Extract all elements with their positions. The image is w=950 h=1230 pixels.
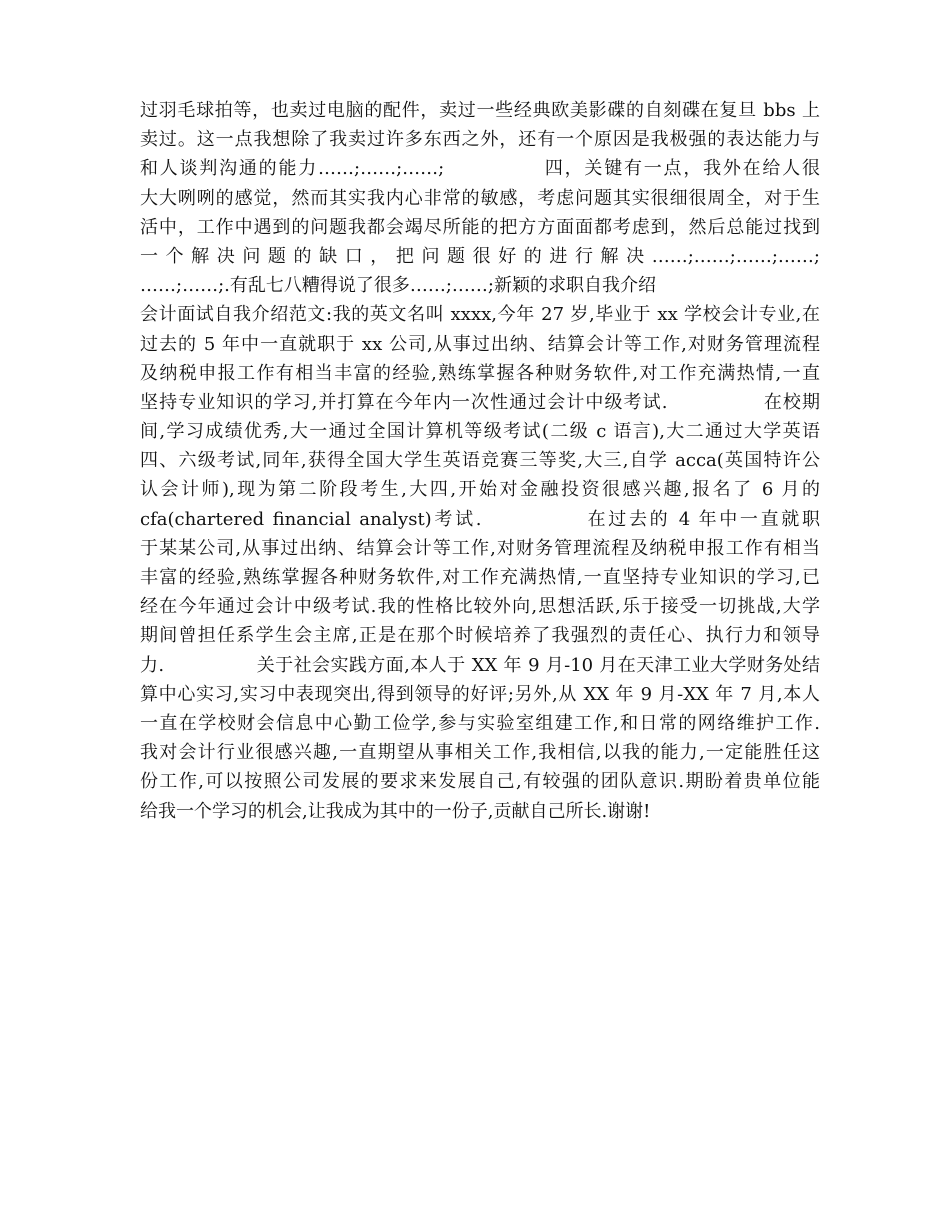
text-line: 期间曾担任系学生会主席,正是在那个时候培养了我强烈的责任心、执行力和领导 — [140, 625, 820, 647]
document-body — [140, 96, 820, 826]
text-line: 算中心实习,实习中表现突出,得到领导的好评;另外,从 XX 年 9 月-XX 年 7 月,本人 — [140, 683, 820, 705]
text-line: 卖过。这一点我想除了我卖过许多东西之外，还有一个原因是我极强的表达能力与 — [140, 129, 820, 151]
text-line: ……;……;.有乱七八糟得说了很多……;……;新颖的求职自我介绍 — [140, 275, 656, 297]
text-line: 经在今年通过会计中级考试.我的性格比较外向,思想活跃,乐于接受一切挑战,大学 — [140, 596, 820, 618]
text-line: cfa(chartered financial analyst)考试. 在过去的 4 年中一直就职 — [140, 508, 820, 530]
text-line: 坚持专业知识的学习,并打算在今年内一次性通过会计中级考试. 在校期 — [140, 391, 820, 413]
text-line: 力. 关于社会实践方面,本人于 XX 年 9 月-10 月在天津工业大学财务处结 — [140, 654, 820, 676]
text-line: 和人谈判沟通的能力……;……;……; 四，关键有一点，我外在给人很 — [140, 158, 820, 180]
text-line: 丰富的经验,熟练掌握各种财务软件,对工作充满热情,一直坚持专业知识的学习,已 — [140, 567, 820, 588]
text-line: 过羽毛球拍等，也卖过电脑的配件，卖过一些经典欧美影碟的自刻碟在复旦 bbs 上 — [140, 100, 820, 121]
text-line: 四、六级考试,同年,获得全国大学生英语竞赛三等奖,大三,自学 acca(英国特许公 — [140, 450, 820, 472]
text-line: 一直在学校财会信息中心勤工俭学,参与实验室组建工作,和日常的网络维护工作. — [140, 712, 820, 734]
text-line: 大大咧咧的感觉，然而其实我内心非常的敏感，考虑问题其实很细很周全，对于生 — [140, 187, 820, 209]
text-line: 份工作,可以按照公司发展的要求来发展自己,有较强的团队意识.期盼着贵单位能 — [140, 771, 820, 793]
text-line: 间,学习成绩优秀,大一通过全国计算机等级考试(二级 c 语言),大二通过大学英语 — [140, 421, 820, 443]
text-line: 给我一个学习的机会,让我成为其中的一份子,贡献自己所长.谢谢! — [140, 800, 651, 822]
text-line: 活中，工作中遇到的问题我都会竭尽所能的把方方面面都考虑到，然后总能过找到 — [140, 216, 820, 238]
text-line: 过去的 5 年中一直就职于 xx 公司,从事过出纳、结算会计等工作,对财务管理流程 — [140, 333, 820, 355]
text-line: 一个解决问题的缺口，把问题很好的进行解决……;……;……;……; — [140, 245, 820, 267]
text-line: 会计面试自我介绍范文:我的英文名叫 xxxx,今年 27 岁,毕业于 xx 学校会计专业,在 — [140, 304, 820, 326]
text-line: 于某某公司,从事过出纳、结算会计等工作,对财务管理流程及纳税申报工作有相当 — [140, 537, 820, 559]
text-line: 及纳税申报工作有相当丰富的经验,熟练掌握各种财务软件,对工作充满热情,一直 — [140, 362, 820, 384]
text-line: 认会计师),现为第二阶段考生,大四,开始对金融投资很感兴趣,报名了 6 月的 — [140, 479, 820, 501]
text-line: 我对会计行业很感兴趣,一直期望从事相关工作,我相信,以我的能力,一定能胜任这 — [140, 742, 820, 764]
